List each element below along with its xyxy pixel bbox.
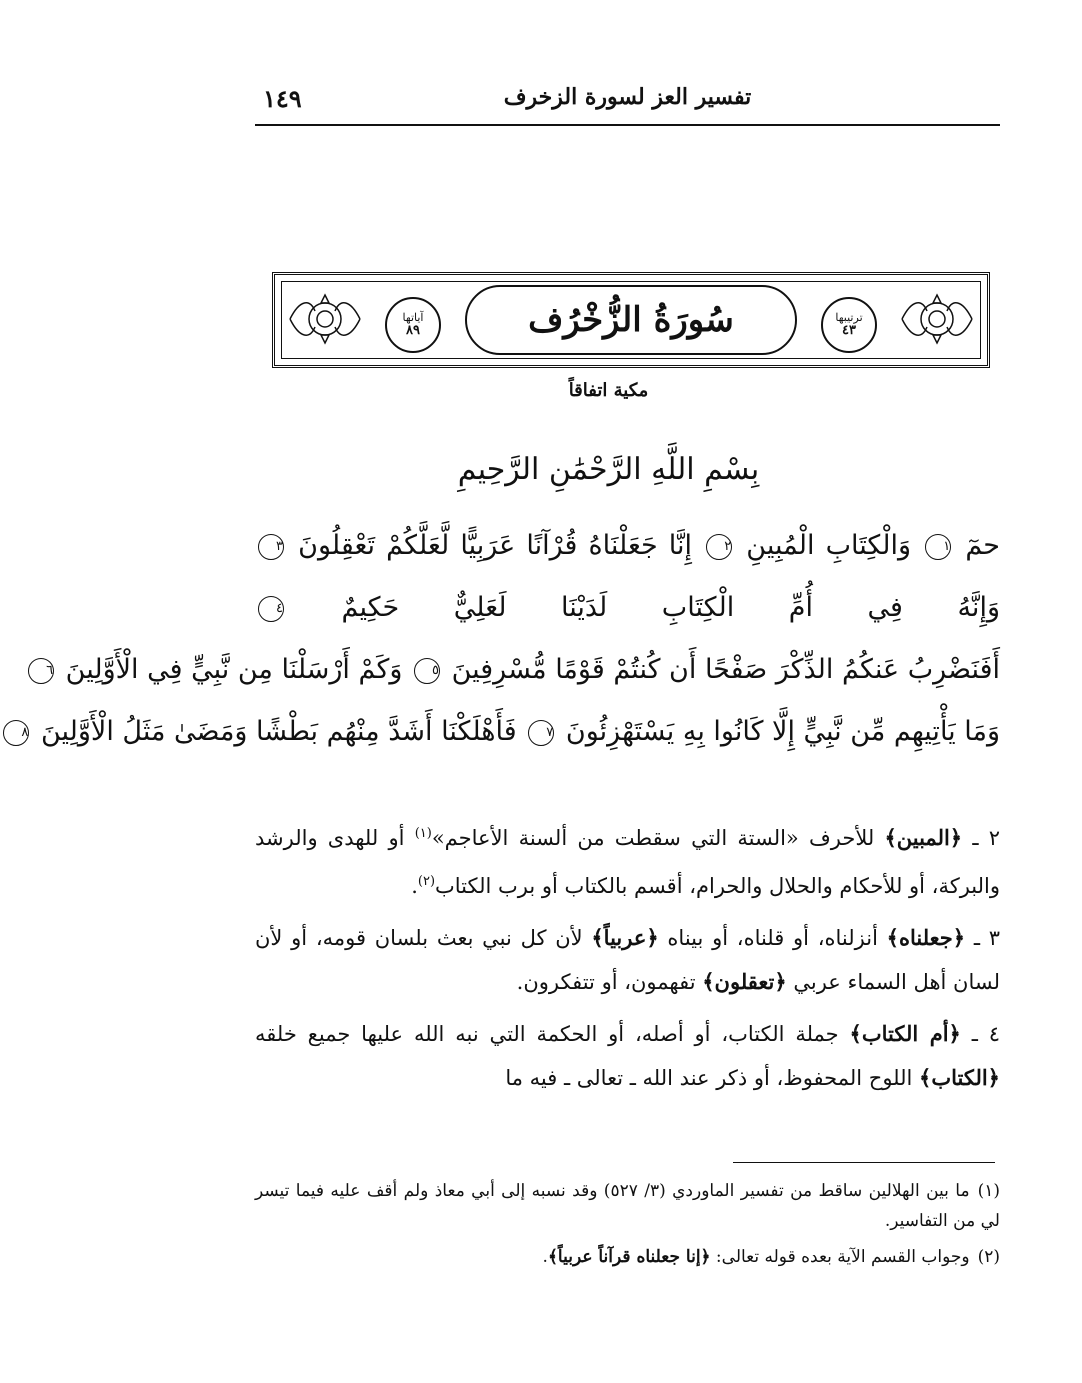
commentary-number: ٣ ـ — [973, 926, 1001, 950]
footnote-divider — [733, 1162, 995, 1163]
verse-line — [255, 577, 1000, 639]
verse-line — [46, 639, 1000, 701]
order-number: ٤٣ — [842, 322, 856, 338]
commentary-number: ٤ ـ — [971, 1022, 1001, 1046]
verse-line — [255, 515, 1000, 577]
order-label: ترتيبها — [835, 310, 863, 324]
surah-name-cartouche — [465, 285, 797, 355]
quoted-word: ﴿عربياً﴾ — [591, 925, 659, 950]
quoted-word: ﴿الكتاب﴾ — [919, 1065, 1000, 1090]
commentary-text: لأن كل نبي بعث بلسان قومه، أو لأن لسان أهل السماء عربي — [255, 926, 1000, 994]
footnote-text: ما بين الهلالين ساقط من تفسير الماوردي (٣/ ٥٢٧) وقد نسبه إلى أبي معاذ ولم أقف عليه فيما تيسر لي من التفاسير. — [255, 1181, 1000, 1231]
book-page — [21, 0, 1082, 1383]
verse-number-marker: ٧ — [528, 720, 554, 746]
footnote-reference[interactable]: (١) — [414, 826, 432, 841]
verse-number-marker: ١ — [925, 534, 951, 560]
surah-banner — [272, 272, 990, 368]
arabesque-ornament-icon — [285, 289, 365, 349]
footnote — [255, 1176, 1000, 1236]
verse-text: أَفَنَضْرِبُ عَنكُمُ الذِّكْرَ صَفْحًا أَن كُنتُمْ قَوْمًا مُّسْرِفِينَ — [451, 654, 1000, 685]
commentary-text: اللوح المحفوظ، أو ذكر عند الله ـ تعالى ـ فيه ما — [505, 1066, 920, 1090]
revelation-note: مكية اتفاقاً — [568, 380, 649, 401]
quoted-verse: ﴿إنا جعلناه قرآناً عربياً﴾ — [547, 1247, 711, 1267]
verse-number-marker: ٢ — [706, 534, 732, 560]
quoted-word: ﴿أم الكتاب﴾ — [849, 1021, 961, 1046]
footnotes — [255, 1176, 1000, 1278]
ayat-count-medallion — [385, 297, 441, 353]
footnote-text: . — [542, 1247, 548, 1267]
surah-name: سُورَةُ الزُّخْرُف — [528, 300, 734, 340]
verse-number-marker: ٨ — [3, 720, 29, 746]
commentary-text: للأحرف «الستة التي سقطت من ألسنة الأعاجم» — [431, 826, 885, 850]
commentary-paragraph — [255, 1012, 1000, 1100]
verse-number-marker: ٣ — [258, 534, 284, 560]
commentary-number: ٢ ـ — [972, 826, 1000, 850]
footnote — [255, 1242, 1000, 1272]
commentary-text: أو للهدى والرشد والبركة، أو للأحكام والحلال والحرام، أقسم بالكتاب أو برب الكتاب — [255, 826, 1000, 898]
verse-line — [21, 701, 1000, 763]
verse-text: وَإِنَّهُ فِي أُمِّ الْكِتَابِ لَدَيْنَا لَعَلِيٌّ حَكِيمٌ — [341, 592, 1000, 623]
commentary-text: تفهمون، أو تتفكرون. — [516, 970, 703, 994]
verse-text: وَمَا يَأْتِيهِم مِّن نَّبِيٍّ إِلَّا كَانُوا بِهِ يَسْتَهْزِئُونَ — [565, 716, 1000, 747]
commentary-text: . — [411, 874, 418, 898]
quran-verses — [21, 515, 1000, 763]
verse-number-marker: ٤ — [258, 596, 284, 622]
footnote-number: (٢) — [977, 1247, 1000, 1267]
arabesque-ornament-icon — [897, 289, 977, 349]
surah-order-medallion — [821, 297, 877, 353]
page-number: ١٤٩ — [263, 84, 302, 113]
footnote-reference[interactable]: (٢) — [417, 874, 436, 889]
commentary — [255, 812, 1000, 1108]
ayat-label: آياتها — [402, 310, 424, 324]
commentary-paragraph — [255, 916, 1000, 1004]
commentary-paragraph — [255, 812, 1000, 908]
commentary-text: جملة الكتاب، أو أصله، أو الحكمة التي نبه الله عليها جميع خلقه — [255, 1022, 850, 1046]
running-title: تفسير العز لسورة الزخرف — [503, 84, 752, 110]
footnote-text: وجواب القسم الآية بعده قوله تعالى: — [710, 1247, 970, 1267]
quoted-word: ﴿جعلناه﴾ — [886, 925, 966, 950]
ayat-number: ٨٩ — [406, 322, 420, 338]
quoted-word: ﴿تعقلون﴾ — [702, 969, 787, 994]
verse-text: إِنَّا جَعَلْنَاهُ قُرْآنًا عَرَبِيًّا لَّعَلَّكُمْ تَعْقِلُونَ — [298, 530, 693, 561]
verse-text: وَالْكِتَابِ الْمُبِينِ — [746, 530, 912, 561]
running-header — [255, 80, 1000, 126]
verse-text: فَأَهْلَكْنَا أَشَدَّ مِنْهُم بَطْشًا وَمَضَىٰ مَثَلُ الْأَوَّلِينَ — [40, 716, 517, 747]
basmala: بِسْمِ اللَّهِ الرَّحْمَٰنِ الرَّحِيمِ — [457, 452, 760, 487]
quoted-word: ﴿المبين﴾ — [884, 825, 963, 850]
verse-text: وَكَمْ أَرْسَلْنَا مِن نَّبِيٍّ فِي الْأَوَّلِينَ — [65, 654, 403, 685]
verse-number-marker: ٦ — [28, 658, 54, 684]
verse-text: حمٓ — [965, 530, 1000, 561]
footnote-number: (١) — [977, 1181, 1000, 1201]
commentary-text: أنزلناه، أو قلناه، أو بيناه — [658, 926, 887, 950]
verse-number-marker: ٥ — [414, 658, 440, 684]
